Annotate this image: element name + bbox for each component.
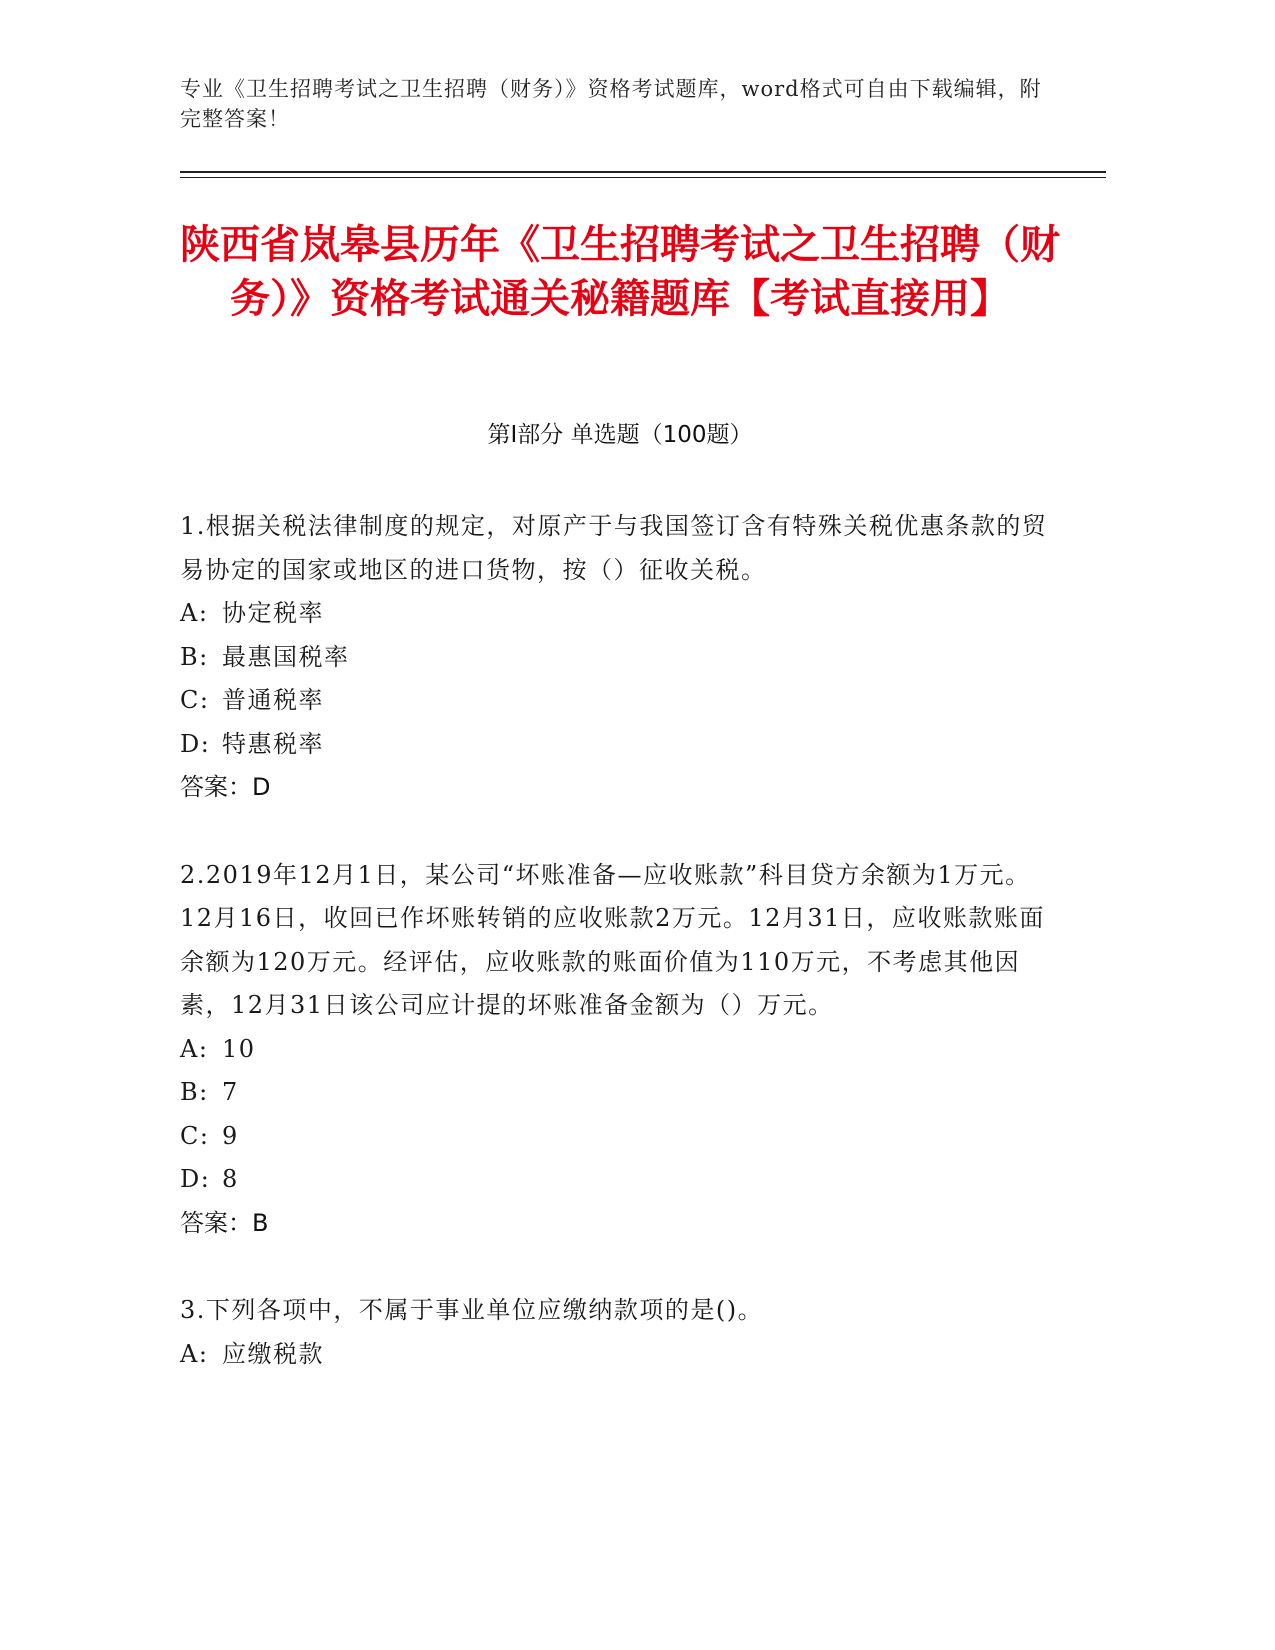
option-text: 应缴税款: [222, 1339, 324, 1368]
document-title: 陕西省岚皋县历年《卫生招聘考试之卫生招聘（财务）》资格考试通关秘籍题库【考试直接用】: [180, 222, 1060, 322]
option-c: [180, 1115, 1060, 1159]
option-a: [180, 1333, 1060, 1377]
option-d: [180, 723, 1060, 767]
question-1: [180, 505, 1060, 810]
header-divider-thin: [180, 177, 1106, 178]
option-key: D:: [180, 1165, 211, 1193]
option-key: A:: [180, 1034, 209, 1063]
option-key: C:: [180, 1121, 210, 1150]
question-2: [180, 854, 1060, 1246]
question-text: 2.2019年12月1日，某公司“坏账准备—应收账款”科目贷方余额为1万元。12月16日，收回已作坏账转销的应收账款2万元。12月31日，应收账款账面余额为120万元。经评估，应收账款的账面价值为110万元，不考虑其他因素，12月31日该公司应计提的坏账准备金额为（）万元。: [180, 860, 1045, 1019]
question-text: 1.根据关税法律制度的规定，对原产于与我国签订含有特殊关税优惠条款的贸易协定的国家或地区的进口货物，按（）征收关税。: [180, 512, 1048, 584]
answer-line: 答案：B: [180, 1208, 269, 1237]
option-a: [180, 1028, 1060, 1072]
question-text: 3.下列各项中，不属于事业单位应缴纳款项的是()。: [180, 1296, 764, 1324]
option-key: C:: [180, 686, 210, 714]
option-text: 最惠国税率: [222, 642, 350, 671]
option-text: 特惠税率: [222, 729, 324, 758]
option-b: [180, 1071, 1060, 1115]
option-text: 7: [222, 1078, 239, 1106]
option-text: 9: [222, 1121, 239, 1150]
option-key: A:: [180, 599, 209, 627]
option-d: [180, 1158, 1060, 1202]
option-text: 协定税率: [222, 599, 324, 627]
option-c: [180, 679, 1060, 723]
option-text: 8: [222, 1165, 239, 1193]
question-list: [180, 505, 1060, 1420]
option-key: A:: [180, 1339, 209, 1368]
option-b: [180, 636, 1060, 680]
option-text: 普通税率: [222, 686, 324, 714]
question-3: [180, 1289, 1060, 1376]
option-key: D:: [180, 729, 211, 758]
option-text: 10: [222, 1034, 256, 1063]
header-note: 专业《卫生招聘考试之卫生招聘（财务）》资格考试题库，word格式可自由下载编辑，附完整答案！: [180, 77, 1042, 131]
option-key: B:: [180, 1078, 209, 1106]
option-a: [180, 592, 1060, 636]
option-key: B:: [180, 642, 209, 671]
answer-line: 答案：D: [180, 773, 271, 801]
section-title: 第Ⅰ部分 单选题（100题）: [487, 422, 753, 448]
header-divider-thick: [180, 171, 1106, 173]
